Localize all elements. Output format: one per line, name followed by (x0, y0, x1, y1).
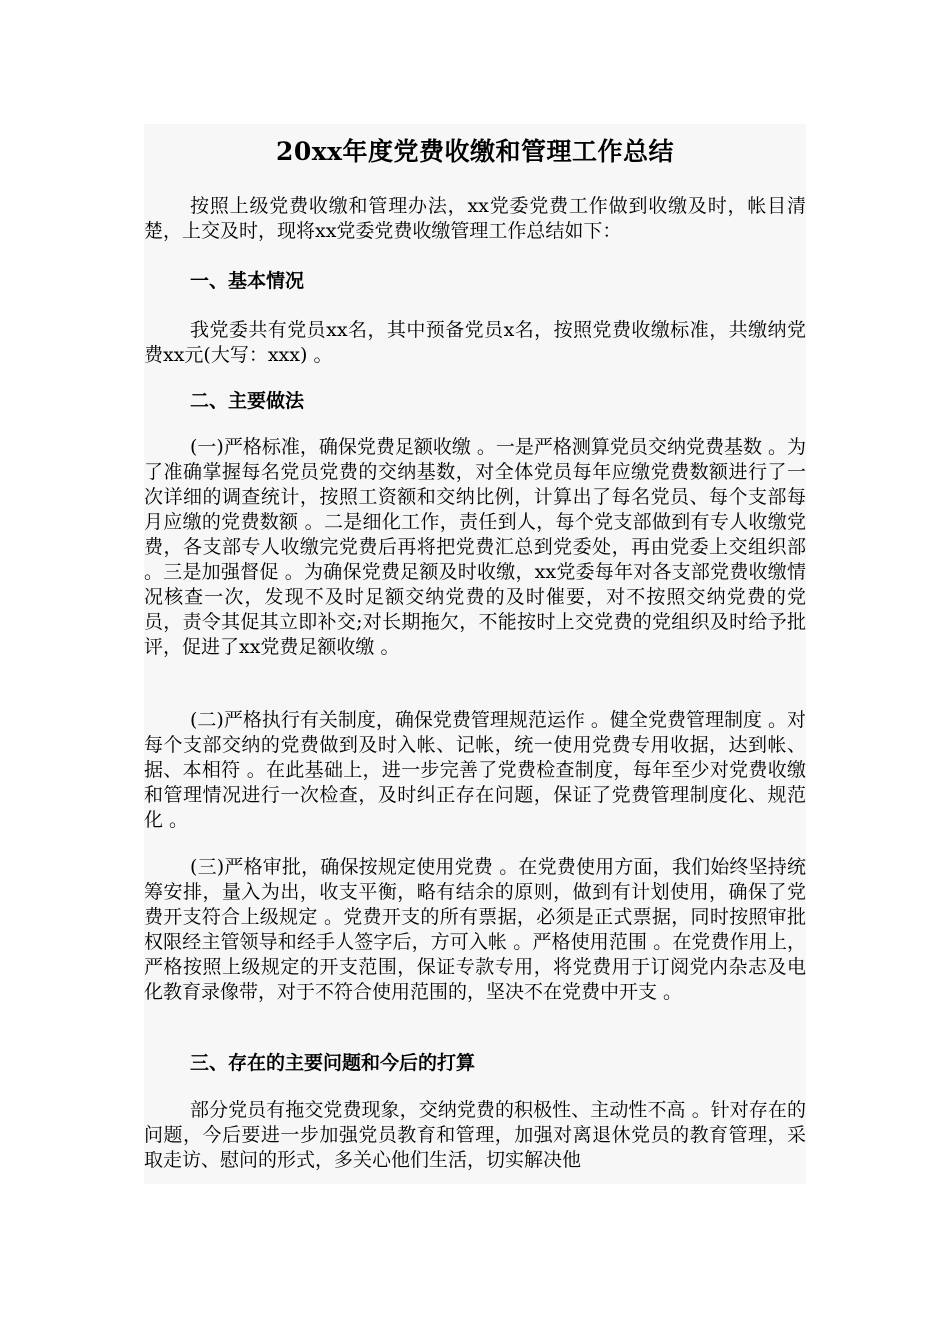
section-heading-problems-and-plans: 三、存在的主要问题和今后的打算 (190, 1052, 476, 1074)
document-page (144, 124, 806, 1184)
section-heading-main-practices: 二、主要做法 (190, 390, 305, 412)
section2-paragraph-3: (三)严格审批，确保按规定使用党费 。在党费使用方面，我们始终坚持统筹安排，量入为出，收支平衡，略有结余的原则，做到有计划使用，确保了党费开支符合上级规定 。党费开支的所有票据，必须是正式票据，同时按照审批权限经主管领导和经手人签字后，方可入帐 。严格使用范围 。在党费作用上，严格按照上级规定的开支范围，保证专款专用，将党费用于订阅党内杂志及电化教育录像带，对于不符合使用范围的，坚决不在党费中开支 。 (144, 856, 806, 1003)
intro-paragraph: 按照上级党费收缴和管理办法，xx党委党费工作做到收缴及时，帐目清楚，上交及时，现将xx党委党费收缴管理工作总结如下： (144, 195, 806, 242)
section-heading-basic-situation: 一、基本情况 (190, 270, 305, 292)
section1-paragraph: 我党委共有党员xx名，其中预备党员x名，按照党费收缴标准，共缴纳党费xx元(大写：xxx) 。 (144, 319, 806, 366)
section2-paragraph-1: (一)严格标准，确保党费足额收缴 。一是严格测算党员交纳党费基数 。为了准确掌握每名党员党费的交纳基数，对全体党员每年应缴党费数额进行了一次详细的调查统计，按照工资额和交纳比例，计算出了每名党员、每个支部每月应缴的党费数额 。二是细化工作，责任到人，每个党支部做到有专人收缴党费，各支部专人收缴完党费后再将把党费汇总到党委处，再由党委上交组织部 。三是加强督促 。为确保党费足额及时收缴，xx党委每年对各支部党费收缴情况核查一次，发现不及时足额交纳党费的及时催要，对不按照交纳党费的党员，责令其促其立即补交;对长期拖欠，不能按时上交党费的党组织及时给予批评，促进了xx党费足额收缴 。 (144, 436, 806, 658)
section2-paragraph-2: (二)严格执行有关制度，确保党费管理规范运作 。健全党费管理制度 。对每个支部交纳的党费做到及时入帐、记帐，统一使用党费专用收据，达到帐、据、本相符 。在此基础上，进一步完善了党费检查制度，每年至少对党费收缴和管理情况进行一次检查，及时纠正存在问题，保证了党费管理制度化、规范化 。 (144, 709, 806, 831)
section3-paragraph: 部分党员有拖交党费现象，交纳党费的积极性、主动性不高 。针对存在的问题，今后要进一步加强党员教育和管理，加强对离退休党员的教育管理，采取走访、慰问的形式，多关心他们生活，切实解决他 (144, 1099, 806, 1171)
document-title: 20xx年度党费收缴和管理工作总结 (275, 137, 675, 166)
